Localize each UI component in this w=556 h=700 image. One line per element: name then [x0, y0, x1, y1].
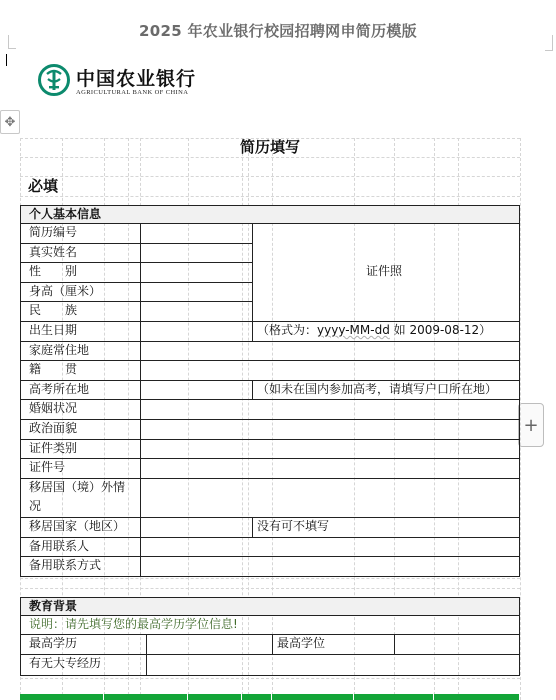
id-number-label: 证件号: [29, 460, 66, 475]
add-column-button[interactable]: +: [518, 403, 544, 447]
home-residence-label: 家庭常住地: [29, 342, 90, 357]
marital-status-input[interactable]: [141, 400, 519, 418]
emigration-country-label: 移居国家（地区）: [29, 519, 126, 533]
gaokao-location-label: 高考所在地: [29, 381, 90, 396]
emigration-country-input[interactable]: [141, 517, 252, 536]
page-corner-mark-left: [8, 35, 16, 49]
highest-degree-label: 最高学历: [29, 636, 78, 650]
resume-form: [20, 138, 520, 700]
emigration-input[interactable]: [141, 478, 519, 516]
table-move-handle-icon[interactable]: ✥: [0, 110, 20, 134]
id-photo-placeholder[interactable]: 证件照: [366, 264, 403, 278]
emigration-country-hint: 没有可不填写: [257, 519, 330, 533]
personal-info-header: 个人基本信息: [20, 205, 520, 224]
highest-qualification-label: 最高学位: [277, 636, 326, 650]
required-section-label: 必填: [28, 177, 59, 195]
emigration-label-line2: 况: [29, 498, 42, 513]
education-table: [20, 615, 520, 676]
highest-qualification-input[interactable]: [395, 635, 519, 653]
form-title: 简历填写: [239, 138, 300, 156]
backup-contact-method-label: 备用联系方式: [29, 558, 102, 573]
political-status-label: 政治面貌: [29, 421, 78, 435]
birth-date-format-hint: （格式为：yyyy-MM-dd 如 2009-08-12）: [257, 323, 492, 337]
logo-chinese-name: 中国农业银行: [76, 68, 197, 90]
next-section-header-bar: [20, 694, 520, 700]
marital-status-label: 婚姻状况: [29, 401, 78, 416]
political-status-input[interactable]: [141, 419, 519, 438]
birth-date-label: 出生日期: [29, 323, 78, 337]
real-name-input[interactable]: [141, 243, 252, 261]
abc-logo: [38, 64, 208, 100]
ethnicity-input[interactable]: [141, 302, 252, 320]
height-label: 身高（厘米）: [29, 283, 102, 298]
gaokao-location-input[interactable]: [141, 380, 252, 399]
gender-label: 性 别: [29, 264, 78, 279]
id-number-input[interactable]: [141, 458, 519, 477]
highest-degree-input[interactable]: [147, 635, 271, 653]
personal-info-table: [20, 223, 520, 577]
text-cursor: [6, 54, 7, 66]
id-type-input[interactable]: [141, 439, 519, 457]
real-name-label: 真实姓名: [29, 244, 78, 259]
education-note: 说明：请先填写您的最高学历学位信息!: [29, 617, 238, 631]
gender-input[interactable]: [141, 263, 252, 281]
backup-contact-label: 备用联系人: [29, 538, 90, 553]
education-header: 教育背景: [20, 597, 520, 616]
id-type-label: 证件类别: [29, 440, 78, 455]
logo-english-name: AGRICULTURAL BANK OF CHINA: [76, 89, 189, 96]
document-title: 2025 年农业银行校园招聘网申简历模版: [139, 22, 417, 40]
resume-number-input[interactable]: [141, 224, 252, 242]
height-input[interactable]: [141, 282, 252, 300]
emigration-label-line1: 移居国（境）外情: [29, 479, 126, 494]
junior-college-label: 有无大专经历: [29, 655, 102, 670]
backup-contact-method-input[interactable]: [141, 556, 519, 576]
native-place-input[interactable]: [141, 361, 519, 379]
native-place-label: 籍 贯: [29, 362, 78, 377]
page-corner-mark-right: [545, 35, 553, 51]
birth-date-input[interactable]: [141, 321, 252, 340]
home-residence-input[interactable]: [141, 341, 519, 360]
resume-number-label: 简历编号: [29, 225, 78, 239]
gaokao-location-hint: （如未在国内参加高考，请填写户口所在地）: [257, 381, 498, 396]
abc-emblem-icon: [38, 64, 70, 96]
backup-contact-input[interactable]: [141, 537, 519, 555]
junior-college-input[interactable]: [147, 654, 519, 675]
ethnicity-label: 民 族: [29, 303, 78, 318]
